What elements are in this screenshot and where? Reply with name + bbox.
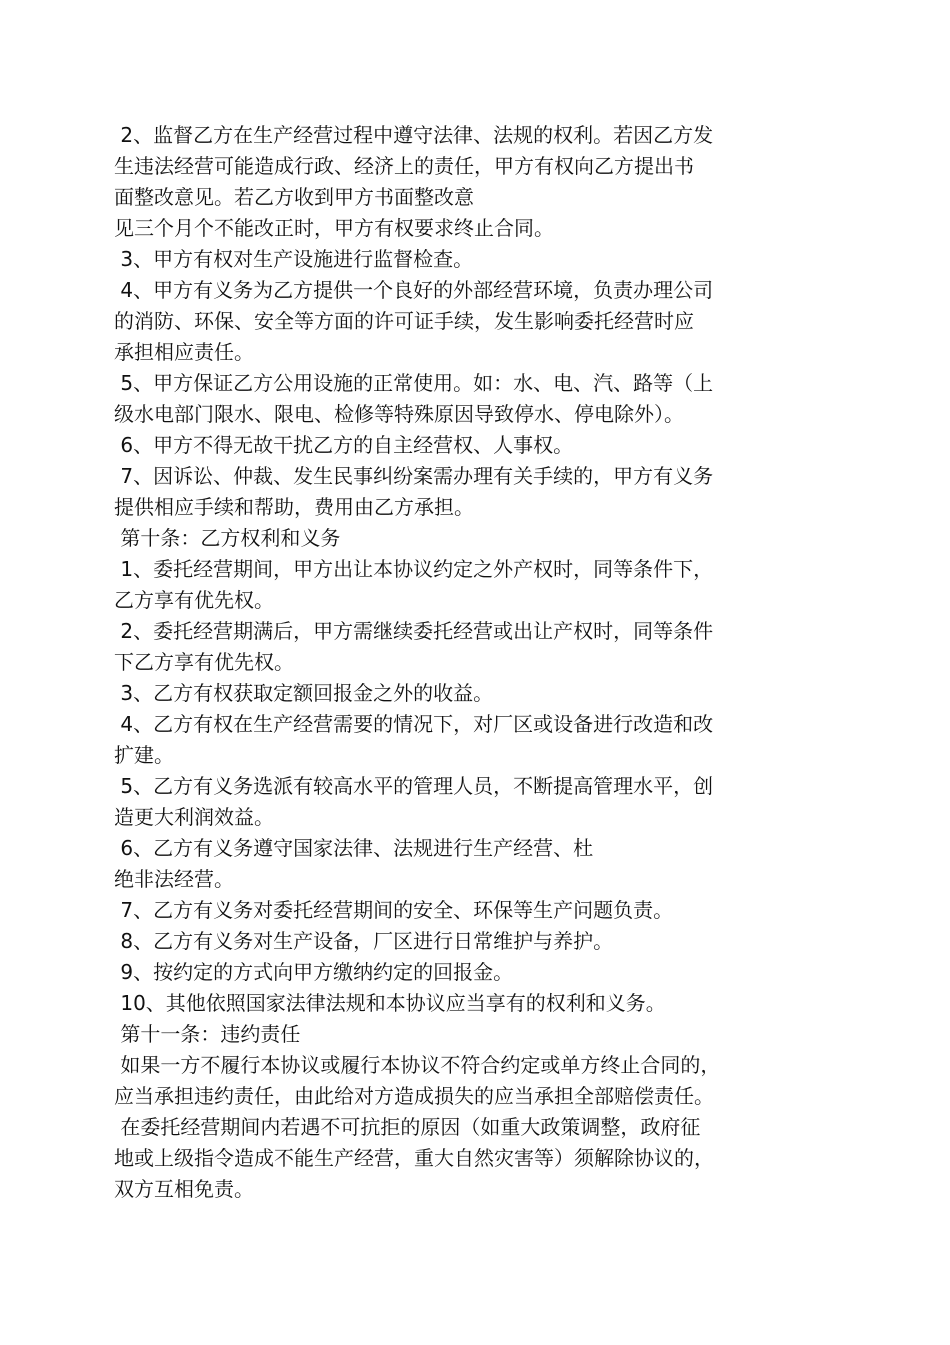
paragraph: [114, 523, 794, 554]
text-line: 4、乙方有权在生产经营需要的情况下，对厂区或设备进行改造和改: [114, 712, 714, 736]
text-line: 绝非法经营。: [114, 867, 234, 891]
text-line: 第十条：乙方权利和义务: [114, 526, 341, 550]
text-line: 地或上级指令造成不能生产经营，重大自然灾害等）须解除协议的，: [114, 1146, 714, 1170]
text-line: 7、乙方有义务对委托经营期间的安全、环保等生产问题负责。: [114, 898, 674, 922]
text-line: 7、因诉讼、仲裁、发生民事纠纷案需办理有关手续的，甲方有义务: [114, 464, 714, 488]
text-line: 造更大利润效益。: [114, 805, 274, 829]
text-line: 10、其他依照国家法律法规和本协议应当享有的权利和义务。: [114, 991, 666, 1015]
text-line: 提供相应手续和帮助，费用由乙方承担。: [114, 495, 474, 519]
text-line: 的消防、环保、安全等方面的许可证手续，发生影响委托经营时应: [114, 309, 694, 333]
paragraph: [114, 709, 794, 771]
text-line: 见三个月个不能改正时，甲方有权要求终止合同。: [114, 216, 554, 240]
text-line: 承担相应责任。: [114, 340, 254, 364]
paragraph: [114, 244, 794, 275]
paragraph: [114, 120, 794, 244]
text-line: 8、乙方有义务对生产设备，厂区进行日常维护与养护。: [114, 929, 614, 953]
paragraph: [114, 926, 794, 957]
paragraph: [114, 275, 794, 368]
text-line: 4、甲方有义务为乙方提供一个良好的外部经营环境，负责办理公司: [114, 278, 714, 302]
text-line: 乙方享有优先权。: [114, 588, 274, 612]
text-line: 3、乙方有权获取定额回报金之外的收益。: [114, 681, 494, 705]
text-line: 面整改意见。若乙方收到甲方书面整改意: [114, 185, 474, 209]
text-line: 在委托经营期间内若遇不可抗拒的原因（如重大政策调整，政府征: [114, 1115, 701, 1139]
text-line: 6、甲方不得无故干扰乙方的自主经营权、人事权。: [114, 433, 574, 457]
paragraph: [114, 554, 794, 616]
text-line: 级水电部门限水、限电、检修等特殊原因导致停水、停电除外）。: [114, 402, 684, 426]
text-line: 第十一条：违约责任: [114, 1022, 301, 1046]
text-line: 扩建。: [114, 743, 174, 767]
text-line: 2、监督乙方在生产经营过程中遵守法律、法规的权利。若因乙方发: [114, 123, 714, 147]
paragraph: [114, 368, 794, 430]
text-line: 5、乙方有义务选派有较高水平的管理人员，不断提高管理水平，创: [114, 774, 714, 798]
paragraph: [114, 988, 794, 1019]
text-line: 双方互相免责。: [114, 1177, 254, 1201]
paragraph: [114, 430, 794, 461]
text-line: 2、委托经营期满后，甲方需继续委托经营或出让产权时，同等条件: [114, 619, 714, 643]
text-line: 生违法经营可能造成行政、经济上的责任，甲方有权向乙方提出书: [114, 154, 694, 178]
text-line: 如果一方不履行本协议或履行本协议不符合约定或单方终止合同的，: [114, 1053, 721, 1077]
text-line: 1、委托经营期间，甲方出让本协议约定之外产权时，同等条件下，: [114, 557, 714, 581]
text-line: 5、甲方保证乙方公用设施的正常使用。如：水、电、汽、路等（上: [114, 371, 714, 395]
paragraph: [114, 1050, 794, 1112]
paragraph: [114, 771, 794, 833]
document-body: [114, 120, 794, 1205]
paragraph: [114, 833, 794, 895]
text-line: 9、按约定的方式向甲方缴纳约定的回报金。: [114, 960, 514, 984]
text-line: 下乙方享有优先权。: [114, 650, 294, 674]
text-line: 应当承担违约责任，由此给对方造成损失的应当承担全部赔偿责任。: [114, 1084, 714, 1108]
paragraph: [114, 1019, 794, 1050]
text-line: 3、甲方有权对生产设施进行监督检查。: [114, 247, 474, 271]
paragraph: [114, 461, 794, 523]
paragraph: [114, 957, 794, 988]
paragraph: [114, 678, 794, 709]
paragraph: [114, 895, 794, 926]
paragraph: [114, 1112, 794, 1205]
text-line: 6、乙方有义务遵守国家法律、法规进行生产经营、杜: [114, 836, 594, 860]
paragraph: [114, 616, 794, 678]
